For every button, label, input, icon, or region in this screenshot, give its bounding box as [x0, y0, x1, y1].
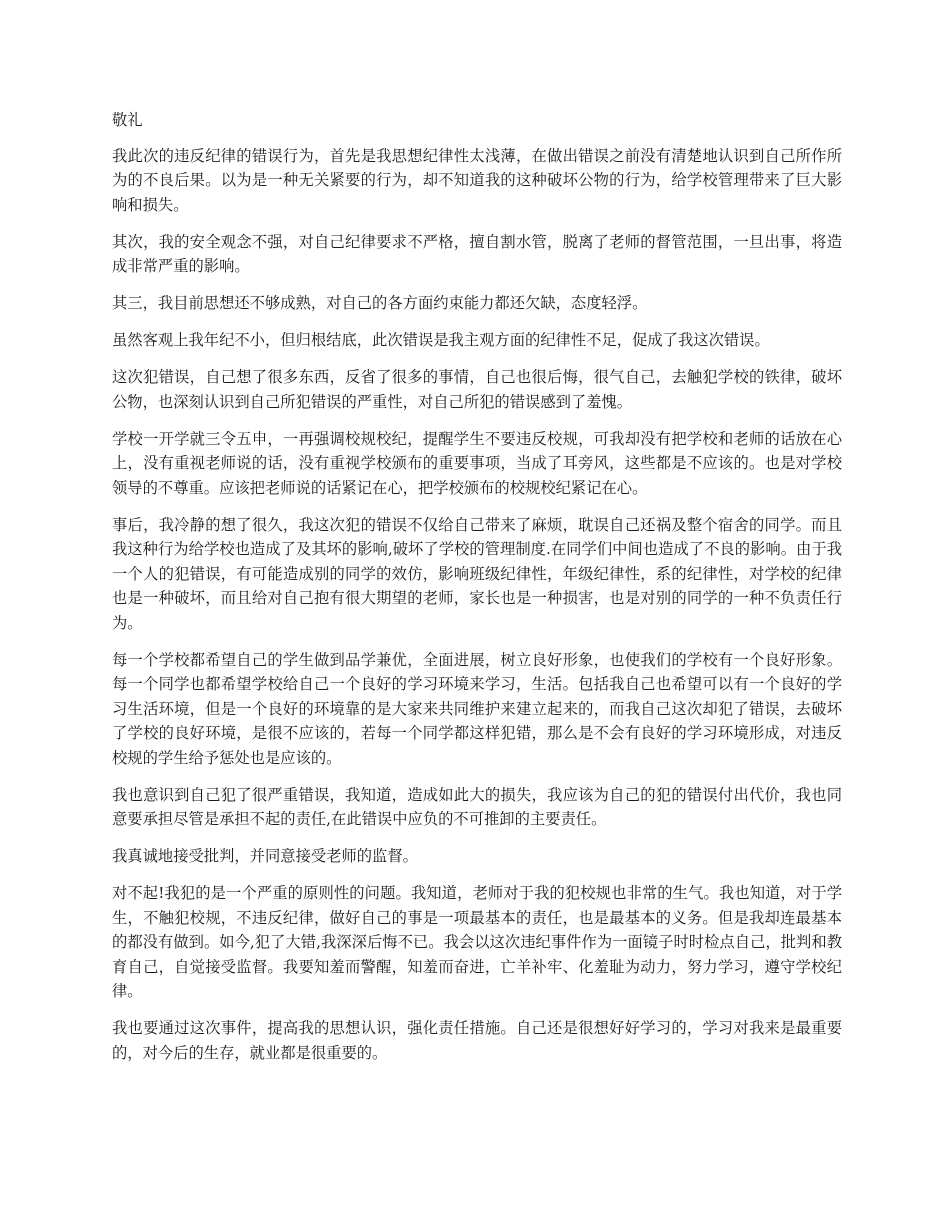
paragraph-10: 我真诚地接受批判，并同意接受老师的监督。	[112, 847, 418, 865]
paragraph-11: 对不起!我犯的是一个严重的原则性的问题。我知道，老师对于我的犯校规也非常的生气。我也知道，对于学生，不触犯校规，不违反纪律，做好自己的事是一项最基本的责任，也是最基本的义务。但是我却连最基本的都没有做到。如今,犯了大错,我深深后悔不已。我会以这次违纪事件作为一面镜子时时检点自己，批判和教育自己，自觉接受监督。我要知羞而警醒，知羞而奋进，亡羊补牢、化羞耻为动力，努力学习，遵守学校纪律。	[112, 884, 842, 1000]
paragraph-9: 我也意识到自己犯了很严重错误，我知道，造成如此大的损失，我应该为自己的犯的错误付出代价，我也同意要承担尽管是承担不起的责任,在此错误中应负的不可推卸的主要责任。	[112, 785, 842, 828]
paragraph-6: 学校一开学就三令五申，一再强调校规校纪，提醒学生不要违反校规，可我却没有把学校和老师的话放在心上，没有重视老师说的话，没有重视学校颁布的重要事项，当成了耳旁风，这些都是不应该的。也是对学校领导的不尊重。应该把老师说的话紧记在心，把学校颁布的校规校纪紧记在心。	[112, 429, 842, 497]
paragraph-2: 其次，我的安全观念不强，对自己纪律要求不严格，擅自割水管，脱离了老师的督管范围，一旦出事，将造成非常严重的影响。	[112, 232, 842, 275]
paragraph-1: 我此次的违反纪律的错误行为，首先是我思想纪律性太浅薄，在做出错误之前没有清楚地认识到自己所作所为的不良后果。以为是一种无关紧要的行为，却不知道我的这种破坏公物的行为，给学校管理带来了巨大影响和损失。	[112, 146, 842, 214]
salutation: 敬礼	[112, 111, 143, 129]
paragraph-7: 事后，我冷静的想了很久，我这次犯的错误不仅给自己带来了麻烦，耽误自己还祸及整个宿舍的同学。而且我这种行为给学校也造成了及其坏的影响,破坏了学校的管理制度.在同学们中间也造成了不良的影响。由于我一个人的犯错误，有可能造成别的同学的效仿，影响班级纪律性，年级纪律性，系的纪律性，对学校的纪律也是一种破坏，而且给对自己抱有很大期望的老师，家长也是一种损害，也是对别的同学的一种不负责任行为。	[112, 515, 842, 632]
paragraph-12: 我也要通过这次事件，提高我的思想认识，强化责任措施。自己还是很想好好学习的，学习对我来是最重要的，对今后的生存，就业都是很重要的。	[112, 1019, 842, 1062]
paragraph-4: 虽然客观上我年纪不小，但归根结底，此次错误是我主观方面的纪律性不足，促成了我这次错误。	[112, 331, 770, 349]
document-body	[112, 108, 842, 1078]
paragraph-8: 每一个学校都希望自己的学生做到品学兼优，全面进展，树立良好形象，也使我们的学校有一个良好形象。每一个同学也都希望学校给自己一个良好的学习环境来学习，生活。包括我自己也希望可以有一个良好的学习生活环境，但是一个良好的环境靠的是大家来共同维护来建立起来的，而我自己这次却犯了错误，去破坏了学校的良好环境，是很不应该的，若每一个同学都这样犯错，那么是不会有良好的学习环境形成，对违反校规的学生给予惩处也是应该的。	[112, 650, 842, 767]
paragraph-3: 其三，我目前思想还不够成熟，对自己的各方面约束能力都还欠缺，态度轻浮。	[112, 294, 648, 312]
paragraph-5: 这次犯错误，自己想了很多东西，反省了很多的事情，自己也很后悔，很气自己，去触犯学校的铁律，破坏公物，也深刻认识到自己所犯错误的严重性，对自己所犯的错误感到了羞愧。	[112, 368, 842, 411]
